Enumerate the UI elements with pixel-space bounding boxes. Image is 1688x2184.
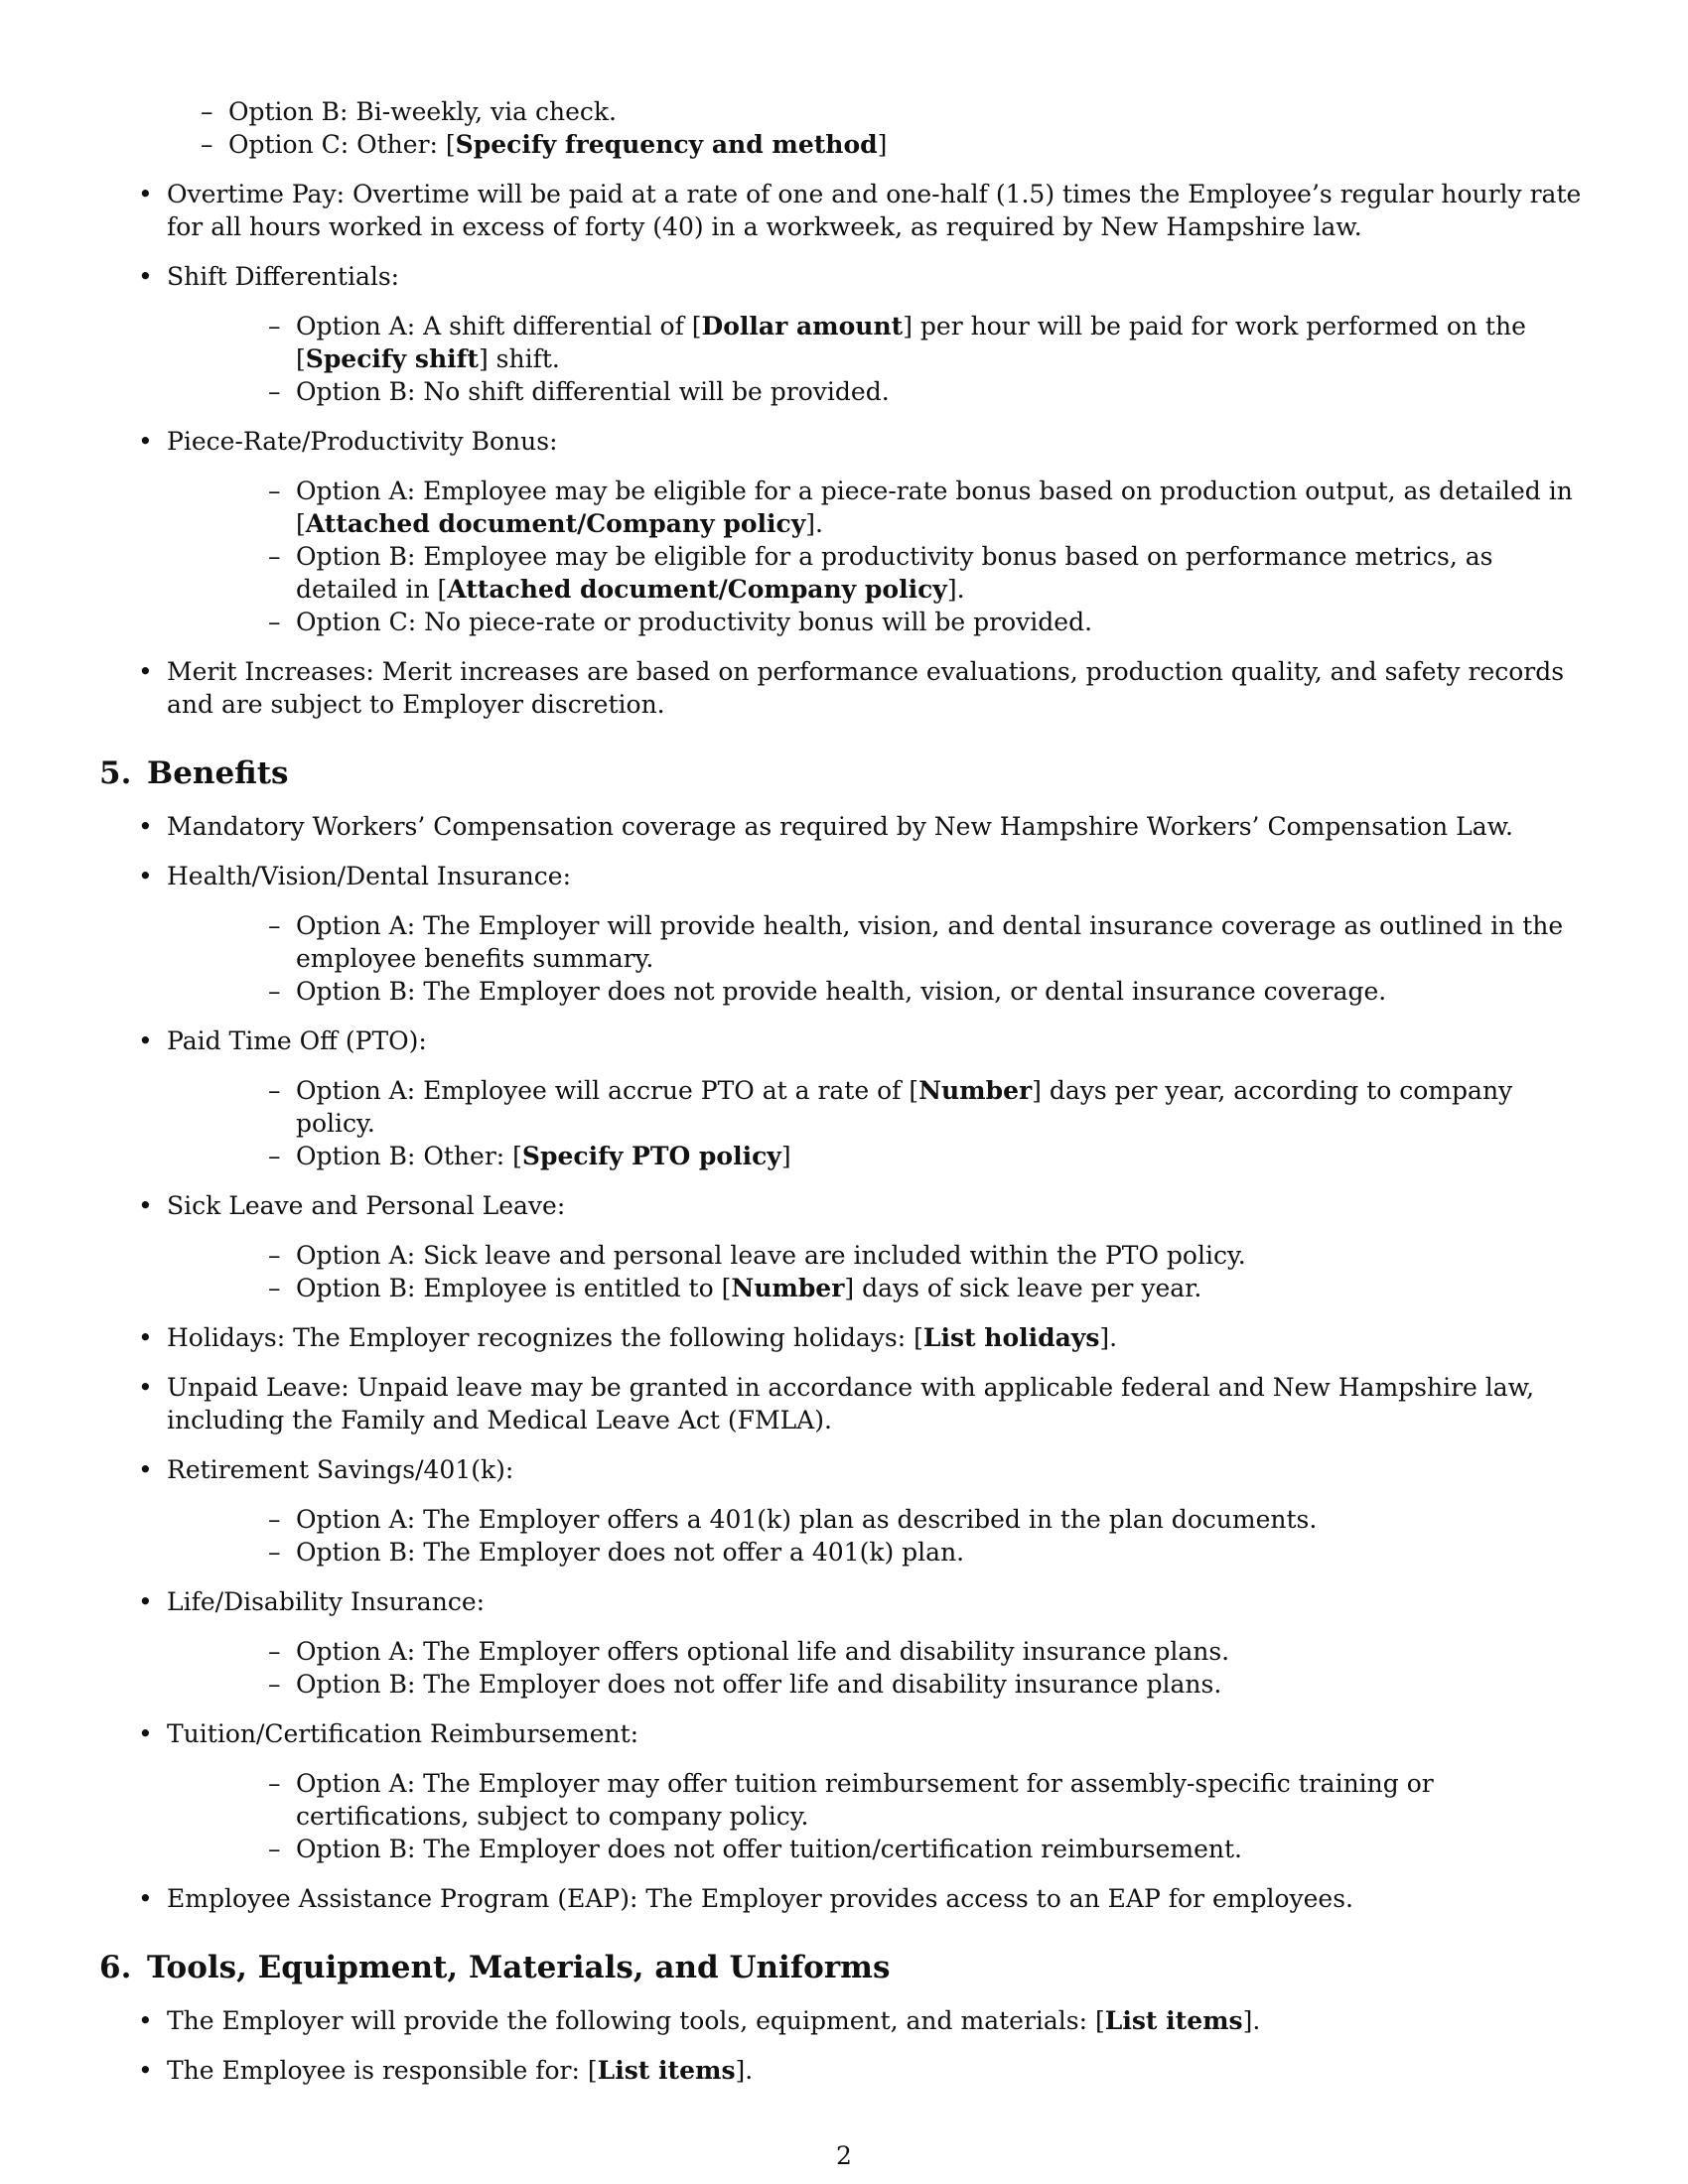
section-6-item-list bbox=[99, 2004, 1589, 2087]
dash-bullet-icon: – bbox=[268, 542, 281, 571]
placeholder-field: Attached document/Company policy bbox=[447, 575, 947, 604]
option-item bbox=[167, 540, 1589, 606]
dash-bullet-icon: – bbox=[268, 911, 281, 940]
option-item bbox=[167, 310, 1589, 375]
bullet-icon: • bbox=[138, 1323, 153, 1352]
bullet-icon: • bbox=[138, 1373, 153, 1402]
option-item bbox=[99, 95, 1589, 128]
dash-bullet-icon: – bbox=[268, 1769, 281, 1798]
list-item bbox=[99, 2004, 1589, 2037]
bullet-icon: • bbox=[138, 1719, 153, 1748]
bullet-icon: • bbox=[138, 427, 153, 456]
dash-bullet-icon: – bbox=[268, 1835, 281, 1863]
text-run: Unpaid Leave: Unpaid leave may be granted in accordance with applicable federal and New Hampshire law, including the Family and Medical Leave Act (FMLA). bbox=[167, 1373, 1535, 1434]
option-item bbox=[167, 1635, 1589, 1668]
dash-bullet-icon: – bbox=[268, 977, 281, 1006]
text-run: Option A: The Employer will provide health, vision, and dental insurance coverage as outlined in the employee benefits summary. bbox=[296, 911, 1564, 973]
continued-option-list bbox=[99, 95, 1589, 161]
text-run: Option A: A shift differential of [ bbox=[296, 312, 702, 341]
bullet-icon: • bbox=[138, 2006, 153, 2035]
placeholder-field: List items bbox=[597, 2056, 736, 2085]
text-run: Option B: Employee may be eligible for a productivity bonus based on performance metrics, as detailed in [ bbox=[296, 542, 1493, 604]
text-run: Option B: Bi-weekly, via check. bbox=[228, 97, 617, 126]
placeholder-field: List items bbox=[1104, 2006, 1243, 2035]
option-list bbox=[167, 310, 1589, 408]
option-item bbox=[167, 1239, 1589, 1272]
placeholder-field: Number bbox=[918, 1076, 1033, 1105]
dash-bullet-icon: – bbox=[268, 1142, 281, 1170]
text-run: Option A: Employee will accrue PTO at a rate of [ bbox=[296, 1076, 919, 1105]
list-item bbox=[99, 2054, 1589, 2087]
option-item bbox=[167, 909, 1589, 975]
document-body bbox=[99, 95, 1589, 2104]
option-item bbox=[167, 1140, 1589, 1172]
text-run: Overtime Pay: Overtime will be paid at a rate of one and one-half (1.5) times the Employee’s regular hourly rate for all hours worked in excess of forty (40) in a workweek, as required by New Hampshire law. bbox=[167, 180, 1582, 241]
dash-bullet-icon: – bbox=[268, 1670, 281, 1699]
placeholder-field: Specify frequency and method bbox=[455, 130, 878, 159]
text-run: Option C: No piece-rate or productivity bonus will be provided. bbox=[296, 608, 1093, 636]
list-item bbox=[99, 1882, 1589, 1915]
option-list bbox=[167, 1767, 1589, 1865]
list-item bbox=[99, 1453, 1589, 1569]
placeholder-field: Number bbox=[731, 1274, 845, 1302]
option-item bbox=[167, 1767, 1589, 1833]
option-item bbox=[167, 975, 1589, 1008]
bullet-icon: • bbox=[138, 1026, 153, 1055]
text-run: Tuition/Certification Reimbursement: bbox=[167, 1719, 639, 1748]
text-run: Sick Leave and Personal Leave: bbox=[167, 1191, 566, 1220]
text-run: Health/Vision/Dental Insurance: bbox=[167, 862, 571, 890]
option-item bbox=[167, 475, 1589, 540]
dash-bullet-icon: – bbox=[201, 130, 213, 159]
text-run: ] bbox=[780, 1142, 791, 1170]
placeholder-field: Specify shift bbox=[305, 344, 479, 373]
text-run: Option B: The Employer does not offer tuition/certification reimbursement. bbox=[296, 1835, 1242, 1863]
dash-bullet-icon: – bbox=[268, 608, 281, 636]
dash-bullet-icon: – bbox=[268, 1241, 281, 1270]
list-item bbox=[99, 1321, 1589, 1354]
list-item bbox=[99, 810, 1589, 843]
option-item bbox=[167, 1833, 1589, 1865]
text-run: Option A: The Employer offers a 401(k) plan as described in the plan documents. bbox=[296, 1505, 1318, 1534]
placeholder-field: List holidays bbox=[922, 1323, 1100, 1352]
option-item bbox=[167, 1074, 1589, 1140]
bullet-icon: • bbox=[138, 1587, 153, 1616]
section-5-item-list bbox=[99, 810, 1589, 1915]
text-run: Mandatory Workers’ Compensation coverage as required by New Hampshire Workers’ Compensation Law. bbox=[167, 812, 1513, 841]
bullet-icon: • bbox=[138, 2056, 153, 2085]
option-list bbox=[167, 475, 1589, 638]
text-run: Shift Differentials: bbox=[167, 262, 400, 291]
option-item bbox=[99, 128, 1589, 161]
dash-bullet-icon: – bbox=[268, 477, 281, 505]
option-list bbox=[167, 1239, 1589, 1304]
text-run: ] bbox=[877, 130, 888, 159]
option-item bbox=[167, 1668, 1589, 1701]
text-run: [ bbox=[445, 130, 456, 159]
list-item bbox=[99, 425, 1589, 638]
option-item bbox=[167, 1503, 1589, 1536]
text-run: Life/Disability Insurance: bbox=[167, 1587, 486, 1616]
section-6-heading bbox=[99, 1948, 1589, 1987]
text-run: ] days of sick leave per year. bbox=[844, 1274, 1202, 1302]
dash-bullet-icon: – bbox=[268, 312, 281, 341]
section-5-heading bbox=[99, 753, 1589, 793]
text-run: Retirement Savings/401(k): bbox=[167, 1455, 514, 1484]
dash-bullet-icon: – bbox=[268, 1505, 281, 1534]
bullet-icon: • bbox=[138, 862, 153, 890]
section-4-item-list bbox=[99, 178, 1589, 721]
option-item bbox=[167, 375, 1589, 408]
text-run: Paid Time Off (PTO): bbox=[167, 1026, 427, 1055]
option-item bbox=[167, 606, 1589, 638]
placeholder-field: Dollar amount bbox=[701, 312, 904, 341]
section-6-title: Tools, Equipment, Materials, and Uniforms bbox=[147, 1950, 891, 1985]
option-list bbox=[167, 909, 1589, 1008]
text-run: Option B: The Employer does not offer a 401(k) plan. bbox=[296, 1538, 965, 1567]
list-item bbox=[99, 1189, 1589, 1304]
section-6-number: 6. bbox=[99, 1950, 132, 1985]
text-run: Option A: The Employer offers optional life and disability insurance plans. bbox=[296, 1637, 1230, 1666]
text-run: Option B: Other: [ bbox=[296, 1142, 522, 1170]
text-run: Option A: Sick leave and personal leave are included within the PTO policy. bbox=[296, 1241, 1246, 1270]
text-run: ]. bbox=[946, 575, 965, 604]
option-list bbox=[167, 1074, 1589, 1172]
section-5-number: 5. bbox=[99, 755, 132, 791]
text-run: Option B: The Employer does not provide health, vision, or dental insurance coverage. bbox=[296, 977, 1387, 1006]
text-run: Employee Assistance Program (EAP): The Employer provides access to an EAP for employees. bbox=[167, 1884, 1353, 1913]
list-item bbox=[99, 178, 1589, 243]
dash-bullet-icon: – bbox=[268, 1637, 281, 1666]
text-run: ] per hour will be paid for work performed on the [ bbox=[296, 312, 1526, 373]
list-item bbox=[99, 1717, 1589, 1865]
list-item bbox=[99, 1371, 1589, 1436]
option-list bbox=[167, 1503, 1589, 1569]
dash-bullet-icon: – bbox=[268, 377, 281, 406]
option-item bbox=[167, 1272, 1589, 1304]
option-item bbox=[167, 1536, 1589, 1569]
text-run: Option B: The Employer does not offer life and disability insurance plans. bbox=[296, 1670, 1222, 1699]
list-item bbox=[99, 1585, 1589, 1701]
placeholder-field: Attached document/Company policy bbox=[305, 509, 806, 538]
dash-bullet-icon: – bbox=[268, 1076, 281, 1105]
text-run: Merit Increases: Merit increases are based on performance evaluations, production quality, and safety records and are subject to Employer discretion. bbox=[167, 657, 1565, 719]
dash-bullet-icon: – bbox=[201, 97, 213, 126]
list-item bbox=[99, 260, 1589, 408]
bullet-icon: • bbox=[138, 812, 153, 841]
dash-bullet-icon: – bbox=[268, 1274, 281, 1302]
bullet-icon: • bbox=[138, 1455, 153, 1484]
text-run: Option B: No shift differential will be provided. bbox=[296, 377, 890, 406]
text-run: Holidays: The Employer recognizes the following holidays: [ bbox=[167, 1323, 923, 1352]
text-run: ] shift. bbox=[478, 344, 560, 373]
option-list bbox=[167, 1635, 1589, 1701]
list-item bbox=[99, 655, 1589, 721]
text-run: ] days per year, according to company policy. bbox=[296, 1076, 1513, 1138]
text-run: The Employer will provide the following tools, equipment, and materials: [ bbox=[167, 2006, 1105, 2035]
bullet-icon: • bbox=[138, 657, 153, 686]
placeholder-field: Specify PTO policy bbox=[521, 1142, 781, 1170]
text-run: ]. bbox=[1242, 2006, 1261, 2035]
text-run: ]. bbox=[805, 509, 823, 538]
list-item bbox=[99, 860, 1589, 1008]
page-number: 2 bbox=[836, 2141, 852, 2170]
text-run: Option B: Employee is entitled to [ bbox=[296, 1274, 732, 1302]
text-run: Option A: Employee may be eligible for a piece-rate bonus based on production output, as detailed in [ bbox=[296, 477, 1573, 538]
text-run: ]. bbox=[1099, 1323, 1118, 1352]
text-run: Option A: The Employer may offer tuition reimbursement for assembly-specific training or certifications, subject to company policy. bbox=[296, 1769, 1434, 1831]
text-run: Piece-Rate/Productivity Bonus: bbox=[167, 427, 558, 456]
section-5-title: Benefits bbox=[147, 755, 289, 791]
bullet-icon: • bbox=[138, 262, 153, 291]
text-run: The Employee is responsible for: [ bbox=[167, 2056, 598, 2085]
bullet-icon: • bbox=[138, 1191, 153, 1220]
bullet-icon: • bbox=[138, 1884, 153, 1913]
list-item bbox=[99, 1024, 1589, 1172]
text-run: Option C: Other: bbox=[228, 130, 446, 159]
text-run: ]. bbox=[735, 2056, 754, 2085]
bullet-icon: • bbox=[138, 180, 153, 208]
dash-bullet-icon: – bbox=[268, 1538, 281, 1567]
